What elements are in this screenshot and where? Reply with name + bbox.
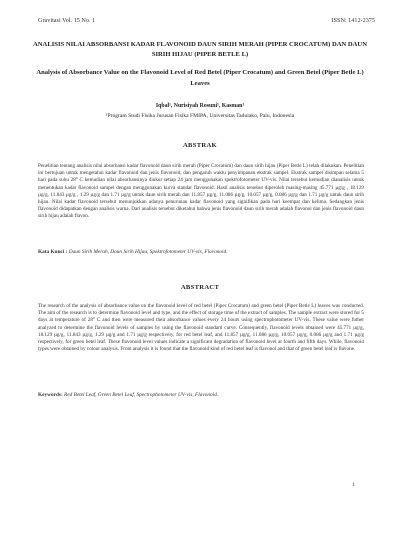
title-english: Analysis of Absorbance Value on the Flavonoid Level of Red Betel (Piper Crocatum) and Green Betel (Piper Betle L) Leaves <box>36 69 364 87</box>
abstrak-body: Penelitian tentang analisis nilai absorbansi kadar flavonoid daun sirih merah (Piper Crocatum) dan daun sirih hijau (Piper Betle L) telah dilakukan. Penelitian ini bertujuan untuk mengetahui kadar flavonoid dan jenis flavonoid, dan pengaruh waktu penyimpanan ekstrak sampel. Ekstrak sampel disimpan selama 5 hari pada suhu 28° C kemudian nilai absorbansinya diukur setiap 24 jam menggunakan spektrofotometer UV-vis. Nilai tersebut kemudian dianalisis untuk menentukan kadar flavonoid sampel dengan menggunakan kurva standar flavonoid. Hasil analisis tersebut diperoleh masing-masing 45.771 µg/g , 18.129 µg/g, 11.843 µg/g , 1.29 µg/g dan 1.71 µg/g untuk daun sirih merah dan 11.857 µg/g, 11.086 µg/g, 10.057 µg/g, 0.086 µg/g dan 1.71 µg/g untuk daun sirih hijau. Nilai kadar flavonoid tersebut menunjukkan adanya penurunan kadar flavonoid yang signifikan pada hari keempat dan kelima. Sedangkan jenis flavonoid didapatkan dengan analisis warna. Dari analisis tersebut diketahui bahwa jenis flavonoid daun sirih merah adalah flavonol dan jenis flavonoid daun sirih hijau adalah flavon. <box>38 163 364 220</box>
issn-header: ISSN: 1412-2375 <box>331 17 375 24</box>
abstract-body: The research of the analysis of absorbance value on the flavonoid level of red betel (Piper Crocatum) and green betel (Piper Betle L) leaves was conducted. The aim of the research is to determine flavonoid level and type, and the effect of storage time of the extract of samples. The sample extract were stored for 5 days at temperature of 28° C and then were measured their absorbance values every 24 hours using spectrophotometer UV-vis. These value were futher analyzed to determine the flavonoid levels of samples by using the flavonoid standard curve. Consequently, flavonoid levels obtained were 45.771 µg/g, 18.129 µg/g, 11.843 µg/g, 1.29 µg/g and 1.71 µg/g respectively, for red betel leaf, and 11.857 µg/g, 11.086 µg/g, 10.057 µg/g, 0.086 µg/g and 1.71 µg/g respectively, for green betel leaf. These flavonoid level values indicate a significant degradation of flavonoid level at fourth and fifth days. While, flavonoid types were obtained by colour analysis. From analysis it is found that the flavonoid kind of red betel leaf is flavonol and that of green betel leaf is flavone. <box>38 303 364 353</box>
title-indonesian: ANALISIS NILAI ABSORBANSI KADAR FLAVONOID DAUN SIRIH MERAH (PIPER CROCATUM) DAN DAUN SIRIH HIJAU (PIPER BETLE L) <box>33 41 367 58</box>
keywords <box>38 392 364 398</box>
keywords-text: Red Betel Leaf, Green Betel Leaf, Spectrophotometer UV-vis, Flavonoid. <box>64 392 219 398</box>
kata-kunci-text: Daun Sirih Merah, Daun Sirih Hijau, Spektrofotometer UV-vis, Flavonoid. <box>68 249 228 255</box>
kata-kunci-label: Kata Kunci : <box>38 249 68 255</box>
kata-kunci <box>38 249 364 255</box>
journal-header: Gravitasi Vol. 15 No. 1 <box>38 17 96 24</box>
page-number: 1 <box>352 482 355 488</box>
author-list: Iqbal¹, Nurisiyah Rosuni¹, Kasman¹ <box>155 103 245 109</box>
abstract-heading: ABSTRACT <box>180 284 220 291</box>
keywords-label: Keywords: <box>38 392 63 398</box>
abstrak-heading: ABSTRAK <box>183 142 217 149</box>
affiliation: ¹Program Studi Fisika Jurusan Fisika FMIPA, Universitas Tadulako, Palu, Indonesia <box>105 113 295 119</box>
